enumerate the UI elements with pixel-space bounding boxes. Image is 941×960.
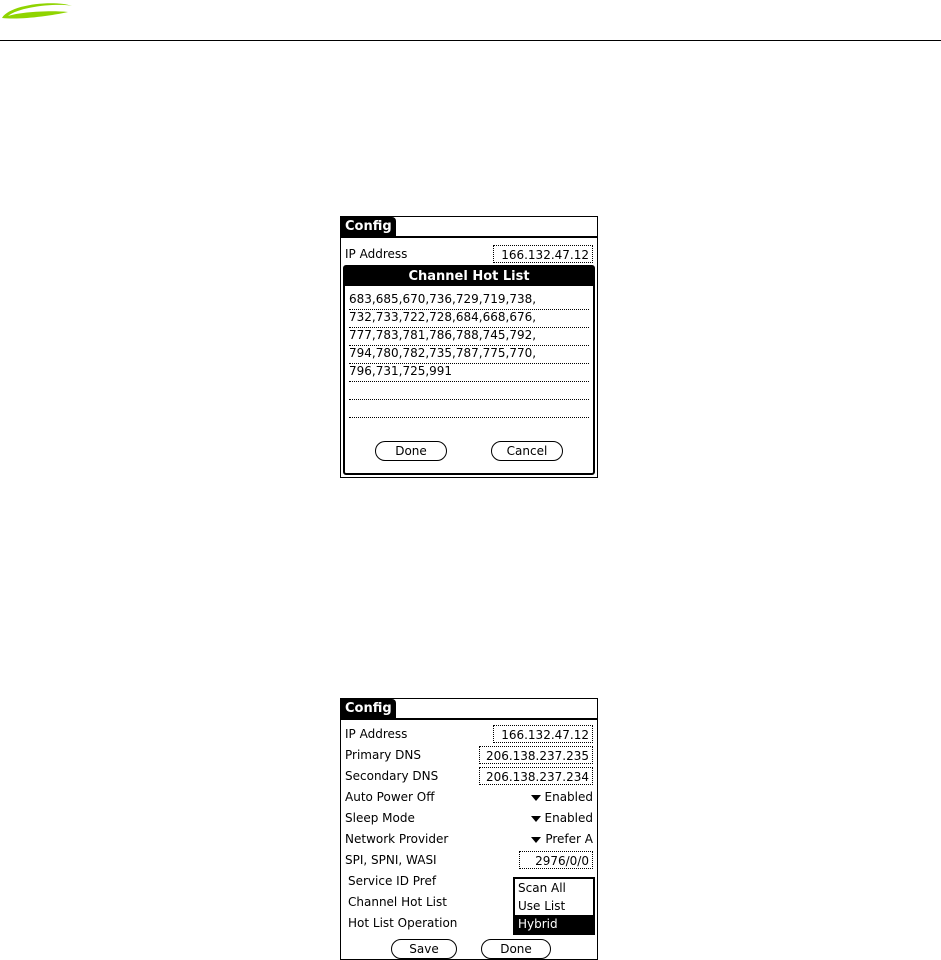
- config-screen-settings: [340, 698, 598, 960]
- popup-option-use-list[interactable]: Use List: [518, 899, 566, 913]
- auto-power-off-label: Auto Power Off: [345, 790, 435, 804]
- hot-list-operation-popup: [513, 877, 595, 935]
- primary-dns-field[interactable]: 206.138.237.235: [479, 746, 593, 764]
- hot-list-operation-label: Hot List Operation: [348, 916, 458, 930]
- config-screen-hotlist: [340, 216, 598, 478]
- ip-address-field[interactable]: 166.132.47.12: [493, 725, 593, 743]
- header-divider: [0, 40, 941, 41]
- popup-option-hybrid[interactable]: Hybrid: [515, 915, 593, 933]
- save-button[interactable]: Save: [391, 939, 457, 959]
- service-id-pref-label: Service ID Pref: [348, 874, 437, 888]
- auto-power-off-trigger[interactable]: Enabled: [531, 787, 594, 807]
- sleep-mode-label: Sleep Mode: [345, 811, 415, 825]
- brand-logo: [0, 0, 80, 30]
- form-title: Config: [341, 699, 396, 718]
- secondary-dns-field[interactable]: 206.138.237.234: [479, 767, 593, 785]
- done-button[interactable]: Done: [375, 441, 447, 461]
- hot-list-line[interactable]: [349, 381, 589, 400]
- channel-hot-list-dialog: [343, 265, 595, 475]
- title-bar: [341, 217, 597, 238]
- done-button[interactable]: Done: [481, 939, 551, 959]
- ip-address-row: [345, 244, 593, 264]
- primary-dns-label: Primary DNS: [345, 748, 422, 762]
- primary-dns-row: [345, 745, 593, 765]
- sleep-mode-trigger[interactable]: Enabled: [531, 808, 594, 828]
- hot-list-line[interactable]: 796,731,725,991: [349, 363, 589, 382]
- dropdown-arrow-icon: [531, 816, 541, 822]
- ip-address-label: IP Address: [345, 247, 408, 261]
- dropdown-arrow-icon: [531, 795, 541, 801]
- hot-list-line[interactable]: 732,733,722,728,684,668,676,: [349, 309, 589, 328]
- cancel-button[interactable]: Cancel: [491, 441, 563, 461]
- ip-address-row: [345, 724, 593, 744]
- spi-label: SPI, SPNI, WASI: [345, 853, 437, 867]
- spi-field[interactable]: 2976/0/0: [519, 851, 593, 869]
- dialog-title: Channel Hot List: [345, 267, 593, 286]
- network-provider-label: Network Provider: [345, 832, 449, 846]
- hot-list-line[interactable]: 777,783,781,786,788,745,792,: [349, 327, 589, 346]
- hot-list-line[interactable]: 794,780,782,735,787,775,770,: [349, 345, 589, 364]
- secondary-dns-row: [345, 766, 593, 786]
- network-provider-row: [345, 829, 593, 849]
- network-provider-trigger[interactable]: Prefer A: [531, 829, 593, 849]
- ip-address-label: IP Address: [345, 727, 408, 741]
- hot-list-line[interactable]: 683,685,670,736,729,719,738,: [349, 291, 589, 310]
- channel-hot-list-label[interactable]: Channel Hot List: [348, 895, 447, 909]
- auto-power-off-row: [345, 787, 593, 807]
- dropdown-arrow-icon: [531, 837, 541, 843]
- spi-row: [345, 850, 593, 870]
- secondary-dns-label: Secondary DNS: [345, 769, 439, 783]
- ip-address-field[interactable]: 166.132.47.12: [493, 245, 593, 263]
- sleep-mode-row: [345, 808, 593, 828]
- hot-list-line[interactable]: [349, 399, 589, 418]
- title-bar: [341, 699, 597, 720]
- popup-option-scan-all[interactable]: Scan All: [518, 881, 566, 895]
- form-title: Config: [341, 217, 396, 236]
